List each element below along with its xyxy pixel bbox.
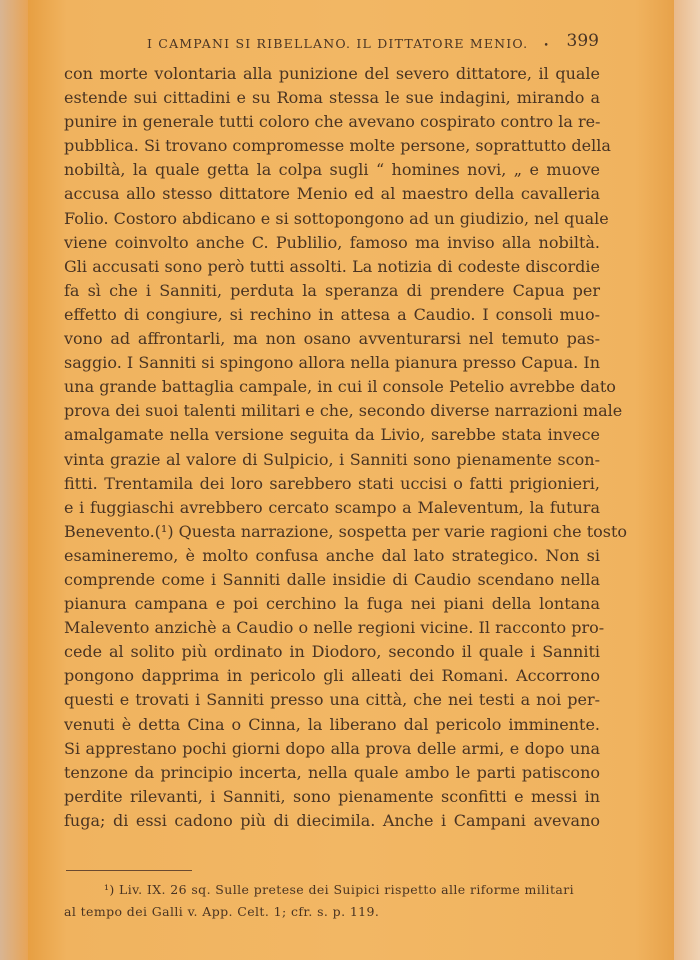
ornament-glyph: • [543,41,551,51]
text-line: Benevento.(¹) Questa narrazione, sospetta per varie ragioni che tosto [64,521,628,541]
running-title-text: I CAMPANI SI RIBELLANO. IL DITTATORE MENIO. [147,36,529,51]
text-line: pianura campana e poi cerchino la fuga nei piani della lontana [64,594,600,614]
body-text [64,62,628,833]
text-line: punire in generale tutti coloro che avevano cospirato contro la re- [64,112,601,132]
text-line: viene coinvolto anche C. Publilio, famoso ma inviso alla nobiltà. [64,232,600,252]
text-line: saggio. I Sanniti si spingono allora nella pianura presso Capua. In [64,353,600,373]
text-line: una grande battaglia campale, in cui il console Petelio avrebbe dato [64,377,616,397]
text-line: Malevento anzichè a Caudio o nelle regioni vicine. Il racconto pro- [64,618,605,638]
text-line: pongono dapprima in pericolo gli alleati dei Romani. Accorrono [64,666,600,686]
text-line: vono ad affrontarli, ma non osano avventurarsi nel temuto pas- [64,329,600,349]
text-line: venuti è detta Cina o Cinna, la liberano dal pericolo imminente. [64,714,600,734]
running-head [147,31,607,54]
text-line: perdite rilevanti, i Sanniti, sono pienamente sconfitti e messi in [64,786,600,806]
book-edge-right [674,0,700,960]
text-line: amalgamate nella versione seguita da Livio, sarebbe stata invece [64,425,600,445]
text-line: questi e trovati i Sanniti presso una città, che nei testi a noi per- [64,690,600,710]
text-line: accusa allo stesso dittatore Menio ed al maestro della cavalleria [64,184,600,204]
text-line: Gli accusati sono però tutti assolti. La notizia di codeste discordie [64,256,600,276]
footnote-line: ¹) Liv. IX. 26 sq. Sulle pretese dei Suipici rispetto alle riforme militari [104,882,574,897]
text-line: con morte volontaria alla punizione del severo dittatore, il quale [64,64,600,83]
text-line: nobiltà, la quale getta la colpa sugli “ homines novi, „ e muove [64,160,600,180]
text-line: vinta grazie al valore di Sulpicio, i Sanniti sono pienamente scon- [64,449,600,469]
text-line: pubblica. Si trovano compromesse molte persone, soprattutto della [64,136,611,156]
footnotes [64,879,604,923]
footnote-divider [66,870,192,871]
chapter-running-title [147,36,550,51]
text-line: e i fuggiaschi avrebbero cercato scampo a Maleventum, la futura [64,497,600,517]
text-line: fuga; di essi cadono più di diecimila. Anche i Campani avevano [64,810,600,830]
text-line: fitti. Trentamila dei loro sarebbero stati uccisi o fatti prigionieri, [64,473,600,493]
book-edge-left [0,0,28,960]
page-number: 399 [566,31,599,51]
text-line: fa sì che i Sanniti, perduta la speranza di prendere Capua per [64,280,600,300]
text-line: cede al solito più ordinato in Diodoro, secondo il quale i Sanniti [64,642,600,662]
text-line: Si apprestano pochi giorni dopo alla prova delle armi, e dopo una [64,738,600,758]
text-line: comprende come i Sanniti dalle insidie di Caudio scendano nella [64,569,600,589]
footnote-line: al tempo dei Galli v. App. Celt. 1; cfr. s. p. 119. [64,904,380,919]
text-line: estende sui cittadini e su Roma stessa le sue indagini, mirando a [64,88,600,108]
text-line: esamineremo, è molto confusa anche dal lato strategico. Non si [64,545,600,565]
text-line: Folio. Costoro abdicano e si sottopongono ad un giudizio, nel quale [64,208,609,228]
text-line: effetto di congiure, si rechino in attesa a Caudio. I consoli muo- [64,304,600,324]
text-line: prova dei suoi talenti militari e che, secondo diverse narrazioni male [64,401,623,421]
text-line: tenzone da principio incerta, nella quale ambo le parti patiscono [64,762,600,782]
